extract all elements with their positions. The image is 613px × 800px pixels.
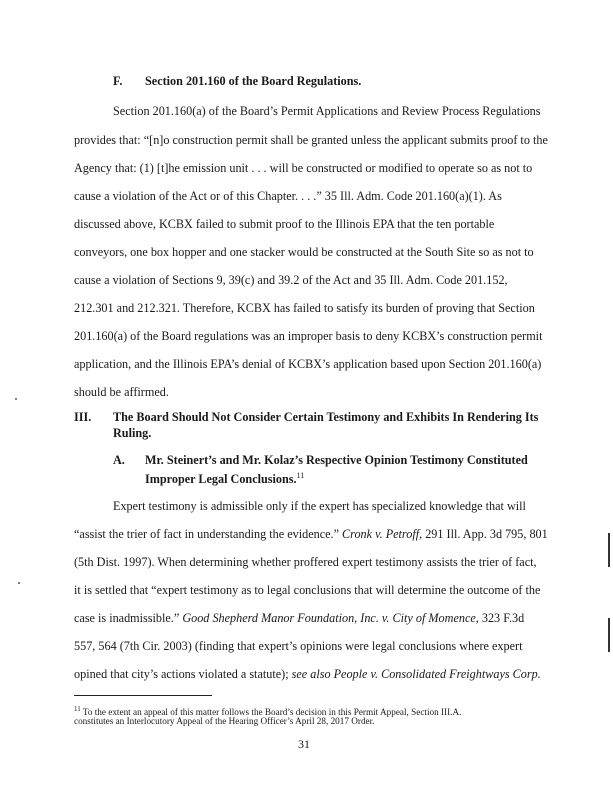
scan-speck	[18, 582, 20, 584]
scan-margin-mark	[608, 618, 610, 652]
para2-line: opined that city’s actions violated a statute); see also People v. Consolidated Freightways Corp.	[74, 667, 541, 681]
para1-line: 201.160(a) of the Board regulations was an improper basis to deny KCBX’s construction permit	[74, 329, 543, 343]
para2-line: case is inadmissible.” Good Shepherd Manor Foundation, Inc. v. City of Momence, 323 F.3d	[74, 611, 525, 625]
para2-line: (5th Dist. 1997). When determining whether proffered expert testimony assists the trier of fact,	[74, 555, 537, 569]
footnote-line1: $^{11}$ To the extent an appeal of this matter follows the Board’s decision in this Permit Appeal, Section III.A.	[74, 705, 462, 718]
footnote-separator	[74, 695, 212, 696]
scan-speck	[15, 398, 17, 400]
para2-line: 557, 564 (7th Cir. 2003) (finding that expert’s opinions were legal conclusions where expert	[74, 639, 523, 653]
case-cite: see also People v. Consolidated Freightways Corp.	[291, 667, 541, 681]
section-a-title-line2: Improper Legal Conclusions.$^{11}$	[145, 471, 305, 487]
section-f-letter: F.	[113, 74, 123, 88]
section-f-title: Section 201.160 of the Board Regulations.	[145, 74, 362, 88]
para1-line: Agency that: (1) [t]he emission unit . . . will be constructed or modified to operate so as not to	[74, 161, 533, 175]
section-iii-title-line2: Ruling.	[113, 426, 152, 440]
section-a-letter: A.	[113, 453, 125, 467]
footnote-line2: constitutes an Interlocutory Appeal of the Hearing Officer’s April 28, 2017 Order.	[74, 716, 375, 726]
para2-line: “assist the trier of fact in understanding the evidence.” Cronk v. Petroff, 291 Ill. App. 3d 795, 801	[74, 527, 548, 541]
para1-line: discussed above, KCBX failed to submit proof to the Illinois EPA that the ten portable	[74, 217, 495, 231]
para1-line: Section 201.160(a) of the Board’s Permit Applications and Review Process Regulations	[113, 104, 541, 118]
para1-line: cause a violation of Sections 9, 39(c) and 39.2 of the Act and 35 Ill. Adm. Code 201.152,	[74, 273, 508, 287]
para2-line: it is settled that “expert testimony as to legal conclusions that will determine the outcome of the	[74, 583, 541, 597]
para2-line: Expert testimony is admissible only if the expert has specialized knowledge that will	[113, 499, 526, 513]
para1-line: should be affirmed.	[74, 385, 169, 399]
para1-line: cause a violation of the Act or of this Chapter. . . .” 35 Ill. Adm. Code 201.160(a)(1). As	[74, 189, 502, 203]
section-a-title-line1: Mr. Steinert’s and Mr. Kolaz’s Respective Opinion Testimony Constituted	[145, 453, 528, 467]
para1-line: provides that: “[n]o construction permit shall be granted unless the applicant submits proof to the	[74, 133, 548, 147]
case-cite: Cronk v. Petroff,	[342, 527, 423, 541]
scan-margin-mark	[608, 533, 610, 567]
section-iii-number: III.	[74, 410, 92, 424]
para1-line: 212.301 and 212.321. Therefore, KCBX has failed to satisfy its burden of proving that Section	[74, 301, 535, 315]
case-cite: Good Shepherd Manor Foundation, Inc. v. City of Momence,	[182, 611, 479, 625]
footnote-ref: 11	[296, 471, 305, 480]
para1-line: conveyors, one box hopper and one stacker would be constructed at the South Site so as not to	[74, 245, 534, 259]
page-number: 31	[298, 737, 310, 751]
para1-line: application, and the Illinois EPA’s denial of KCBX’s application based upon Section 201.160(a)	[74, 357, 542, 371]
section-iii-title-line1: The Board Should Not Consider Certain Testimony and Exhibits In Rendering Its	[113, 410, 539, 424]
